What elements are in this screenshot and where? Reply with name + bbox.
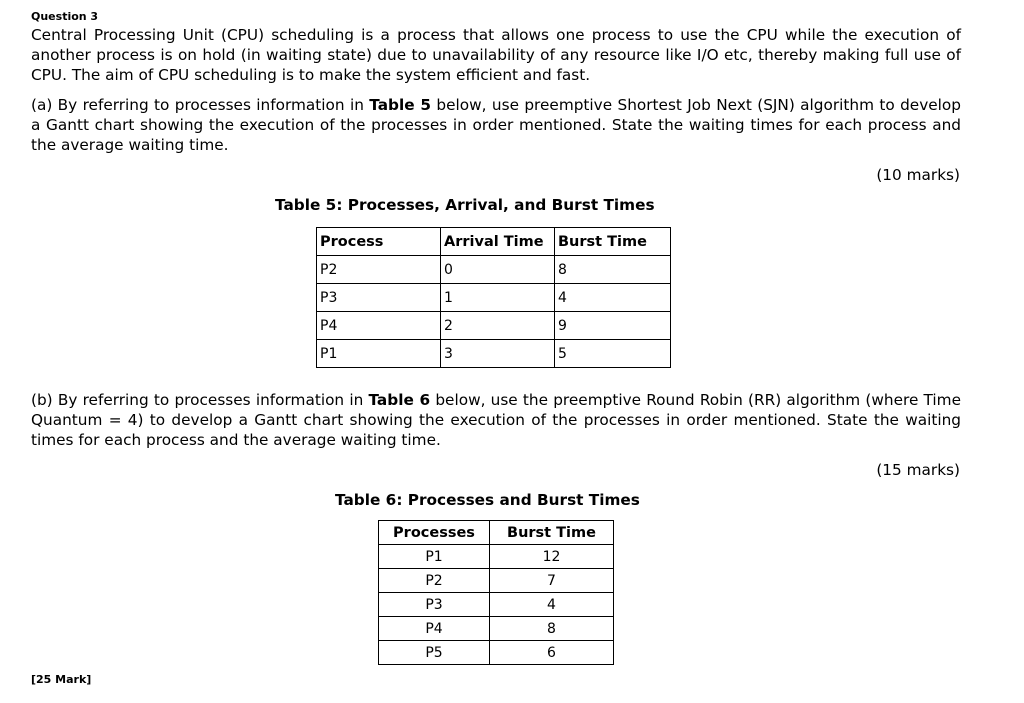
part-a-table-ref: Table 5: [369, 96, 432, 114]
table6-cell: P3: [379, 593, 490, 617]
table5-row: [317, 312, 671, 340]
table6-cell: 12: [490, 545, 614, 569]
table6-cell: 4: [490, 593, 614, 617]
table6-header-row: [379, 521, 614, 545]
part-a-paragraph: [31, 95, 961, 155]
table6-cell: P5: [379, 641, 490, 665]
table6-cell: P4: [379, 617, 490, 641]
table5-cell: 3: [441, 340, 555, 368]
table6-cell: 7: [490, 569, 614, 593]
table5-cell: P1: [317, 340, 441, 368]
table6-row: [379, 617, 614, 641]
part-b-table-ref: Table 6: [368, 391, 431, 409]
part-b-text-before: (b) By referring to processes information in: [31, 391, 369, 409]
table5-header-arrival: Arrival Time: [441, 228, 555, 256]
table6-caption: Table 6: Processes and Burst Times: [335, 491, 640, 509]
table5-caption: Table 5: Processes, Arrival, and Burst Times: [275, 196, 655, 214]
table6-header-burst: Burst Time: [490, 521, 614, 545]
part-b-marks: (15 marks): [876, 461, 960, 479]
table6-row: [379, 545, 614, 569]
table5-cell: 9: [555, 312, 671, 340]
table5-cell: 2: [441, 312, 555, 340]
part-b-paragraph: [31, 390, 961, 450]
table6-cell: 8: [490, 617, 614, 641]
total-marks: [25 Mark]: [31, 673, 92, 686]
table6-cell: 6: [490, 641, 614, 665]
table6-cell: P2: [379, 569, 490, 593]
part-a-text-before: (a) By referring to processes information in: [31, 96, 370, 114]
table5-cell: P4: [317, 312, 441, 340]
table6-row: [379, 593, 614, 617]
table5-cell: 4: [555, 284, 671, 312]
table5-row: [317, 340, 671, 368]
table5-cell: P3: [317, 284, 441, 312]
intro-paragraph: Central Processing Unit (CPU) scheduling is a process that allows one process to use the CPU while the execution of another process is on hold (in waiting state) due to unavailability of any resource like I/O etc, thereby making full use of CPU. The aim of CPU scheduling is to make the system efficient and fast.: [31, 26, 961, 84]
table6-row: [379, 569, 614, 593]
table5-header-process: Process: [317, 228, 441, 256]
table5-header-row: [317, 228, 671, 256]
table5-row: [317, 284, 671, 312]
question-heading: Question 3: [31, 10, 99, 23]
table6-cell: P1: [379, 545, 490, 569]
table6: [378, 520, 614, 665]
table5-cell: 1: [441, 284, 555, 312]
table6-row: [379, 641, 614, 665]
table5-header-burst: Burst Time: [555, 228, 671, 256]
part-b-text-after: below, use the preemptive Round Robin (RR) algorithm (where Time Quantum = 4) to develop a Gantt chart showing the execution of the processes in order mentioned. State the waiting times for each process and the average waiting time.: [31, 391, 961, 449]
part-a-text-after: below, use preemptive Shortest Job Next (SJN) algorithm to develop a Gantt chart showing the execution of the processes in order mentioned. State the waiting times for each process and the average waiting time.: [31, 96, 961, 154]
table5-cell: P2: [317, 256, 441, 284]
table5-cell: 8: [555, 256, 671, 284]
table5: [316, 227, 671, 368]
table6-header-processes: Processes: [379, 521, 490, 545]
table5-cell: 5: [555, 340, 671, 368]
table5-cell: 0: [441, 256, 555, 284]
table5-row: [317, 256, 671, 284]
part-a-marks: (10 marks): [876, 166, 960, 184]
